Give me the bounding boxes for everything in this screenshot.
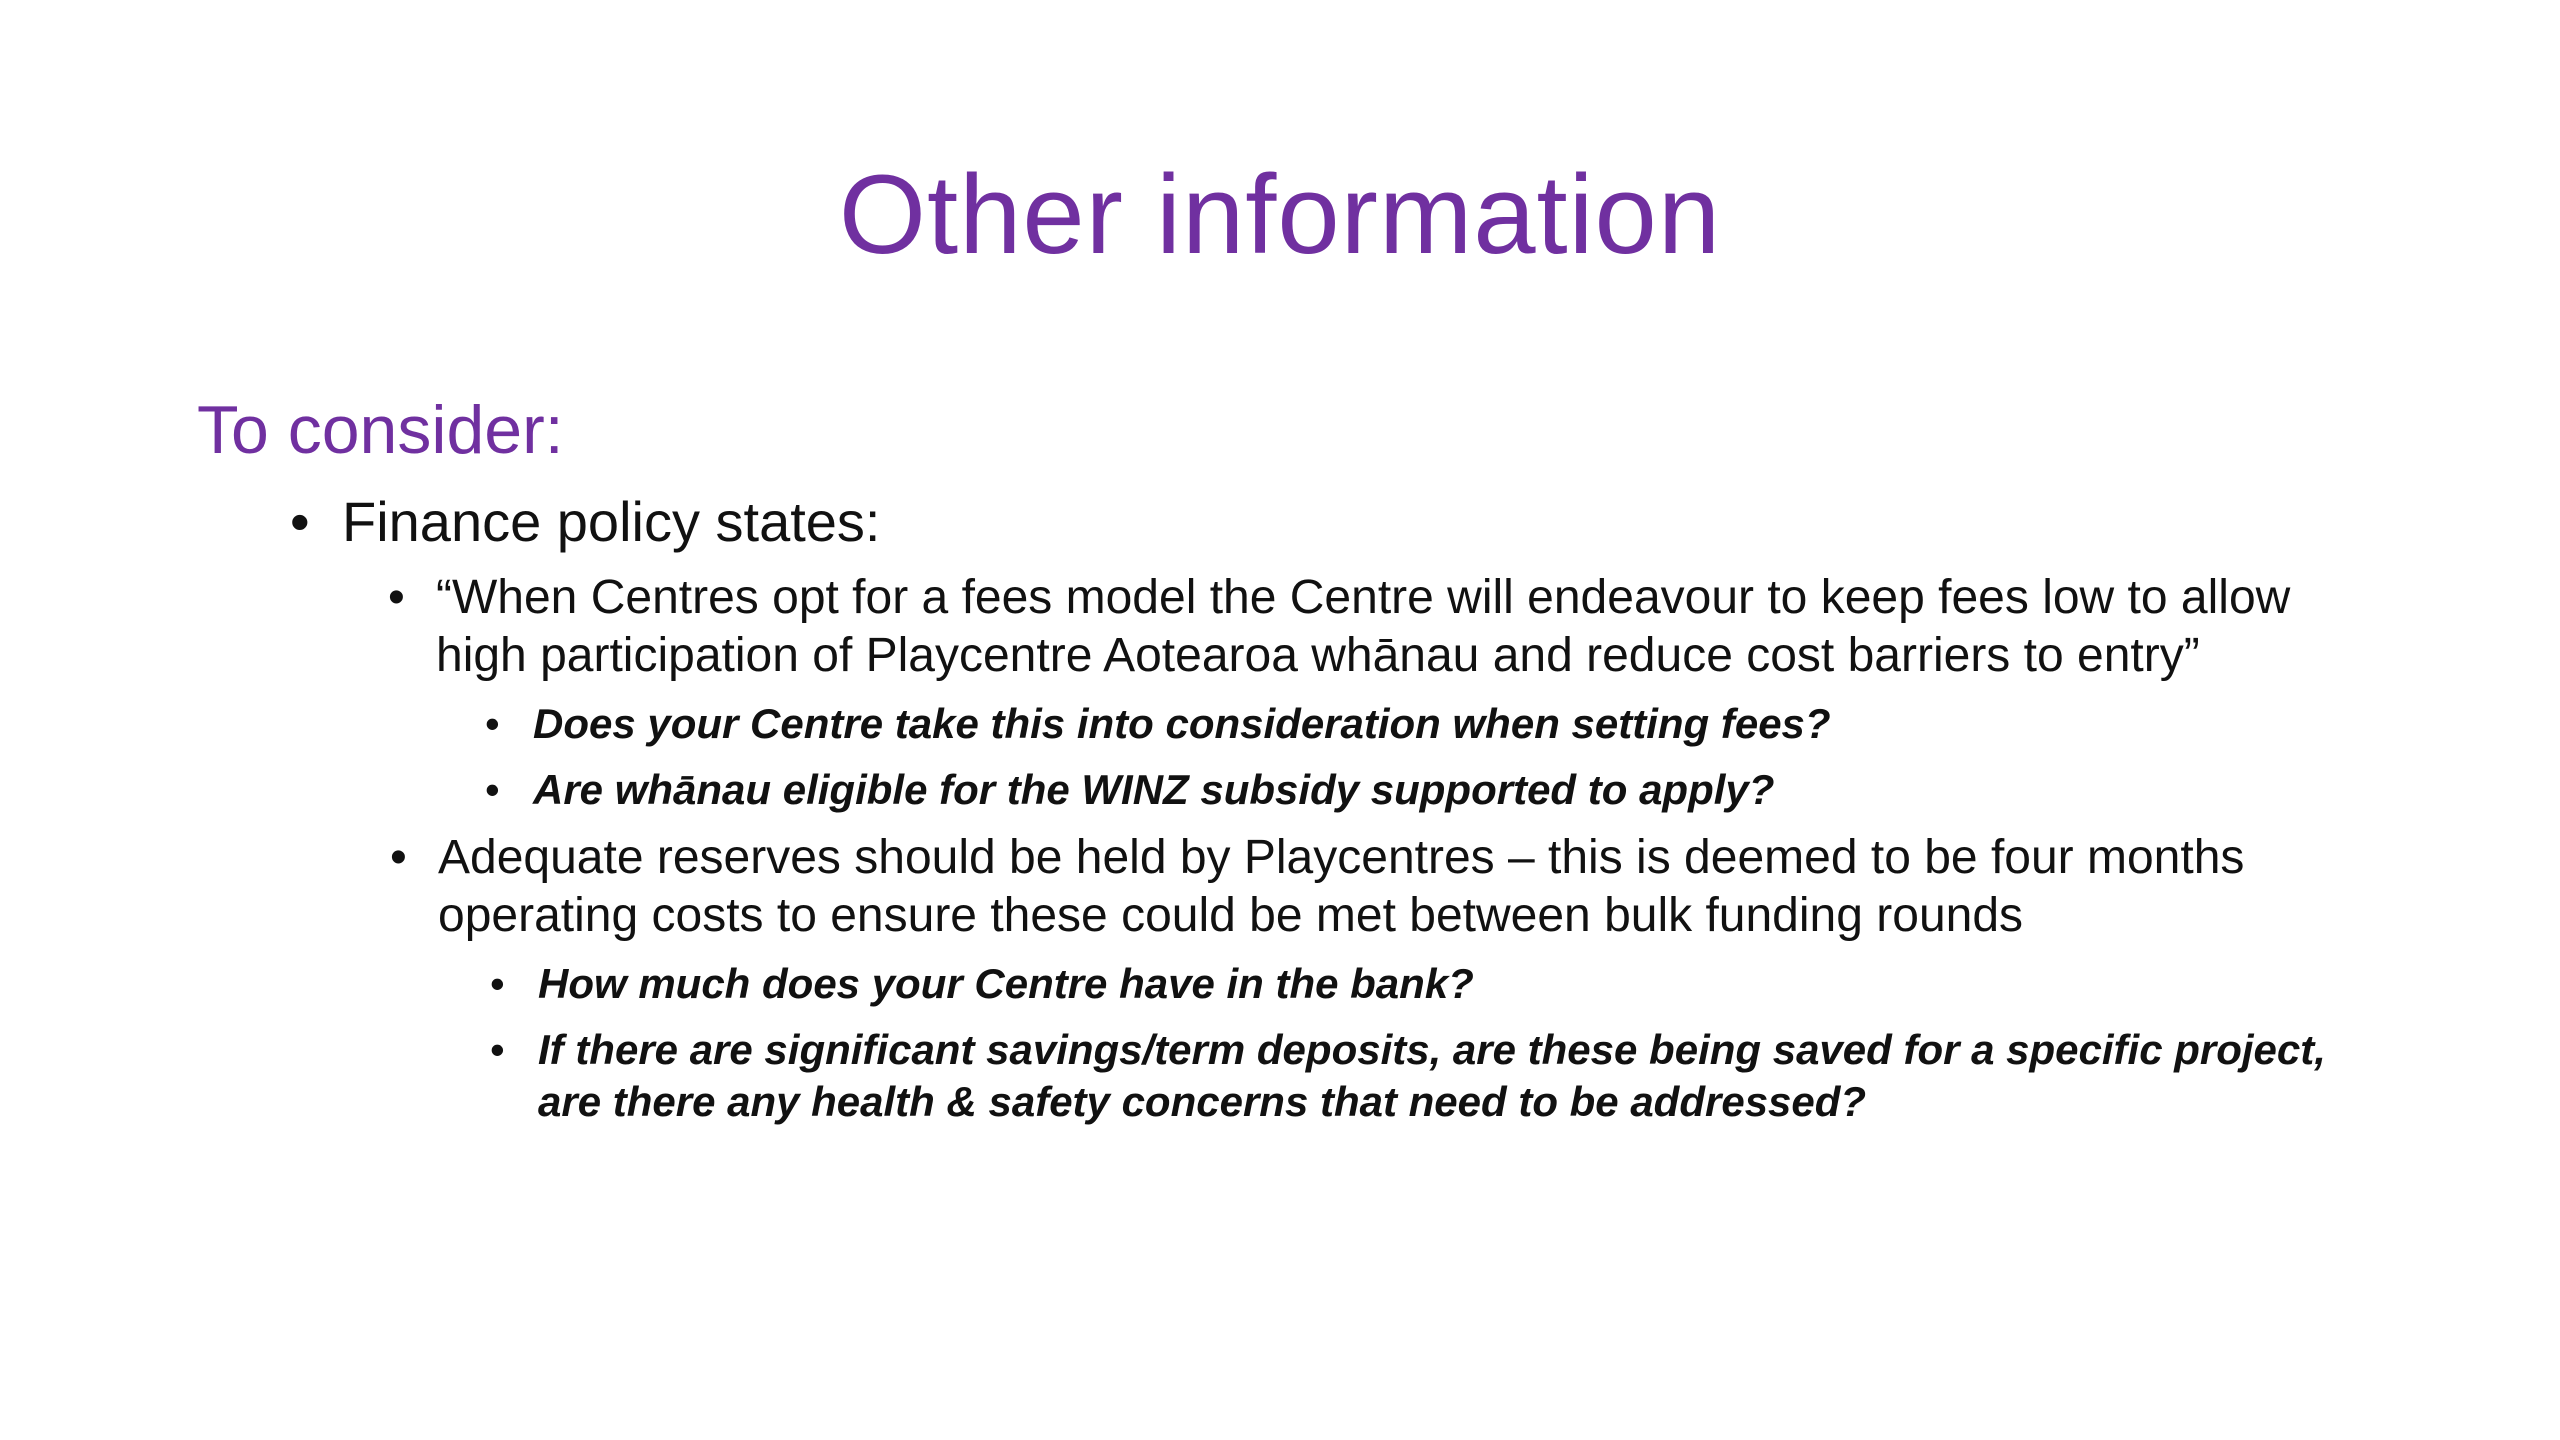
question-text: If there are significant savings/term deposits, are these being saved for a specific project, are there any health & safety concerns that need to be addressed? [538, 1026, 2326, 1125]
bullet-dot: • [390, 831, 407, 884]
question-winz-subsidy [485, 764, 2385, 816]
bullet-dot: • [490, 1026, 505, 1073]
bullet-dot: • [485, 766, 500, 813]
bullet-dot: • [485, 700, 500, 747]
question-savings-deposits [490, 1024, 2390, 1128]
bullet-text: Adequate reserves should be held by Playcentres – this is deemed to be four months operating costs to ensure these could be met between bulk funding rounds [438, 831, 2245, 942]
question-bank-balance [490, 958, 2390, 1010]
bullet-fees-quote [388, 569, 2388, 685]
bullet-text: Finance policy states: [342, 490, 881, 553]
slide-title: Other information [838, 152, 1722, 277]
section-heading: To consider: [197, 392, 564, 468]
bullet-finance-policy [290, 488, 880, 556]
question-text: Does your Centre take this into consideration when setting fees? [533, 700, 1831, 747]
question-text: How much does your Centre have in the bank? [538, 960, 1474, 1007]
bullet-adequate-reserves [390, 829, 2390, 945]
bullet-dot: • [388, 571, 405, 624]
bullet-dot: • [490, 960, 505, 1007]
bullet-text: “When Centres opt for a fees model the Centre will endeavour to keep fees low to allow high participation of Playcentre Aotearoa whānau and reduce cost barriers to entry” [436, 571, 2291, 682]
bullet-dot: • [290, 490, 310, 553]
question-fees-consideration [485, 698, 2385, 750]
question-text: Are whānau eligible for the WINZ subsidy supported to apply? [533, 766, 1775, 813]
